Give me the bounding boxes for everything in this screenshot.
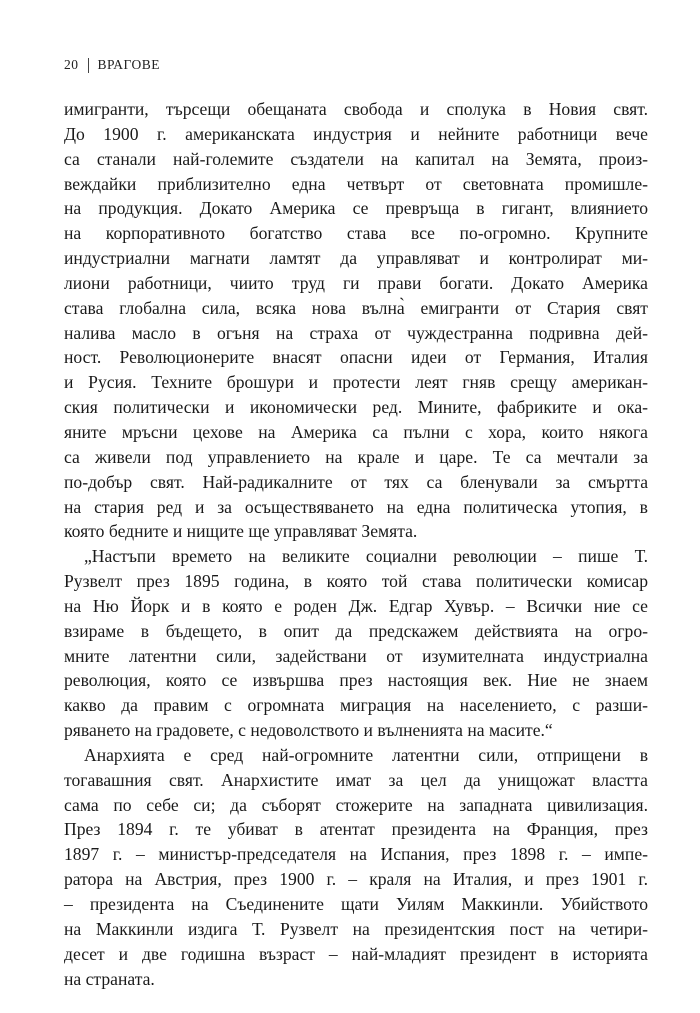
running-head — [64, 57, 160, 73]
text-line: ност. Революционерите внасят опасни идеи от Германия, Италия — [64, 347, 648, 368]
text-line: налива масло в огъня на страха от чуждестранна подривна дей- — [64, 322, 648, 343]
section-title: ВРАГОВЕ — [97, 57, 161, 72]
text-line: на Ню Йорк и в която е роден Дж. Едгар Хувър. – Всички ние се — [64, 595, 648, 616]
text-line: яните мръсни цехове на Америка са пълни с хора, които някога — [64, 421, 648, 442]
text-line: която бедните и нищите ще управляват Земята. — [64, 521, 418, 542]
header-divider — [88, 58, 89, 73]
text-line: по-добър свят. Най-радикалните от тях са бленували за смъртта — [64, 471, 648, 492]
text-line: взираме в бъдещето, в опит да предскажем действията на огро- — [64, 620, 648, 641]
text-line: – президента на Съединените щати Уилям Маккинли. Убийството — [64, 894, 648, 914]
text-line: „Настъпи времето на великите социални революции – пише Т. — [84, 546, 648, 567]
text-line: До 1900 г. американската индустрия и нейните работници вече — [64, 123, 648, 144]
text-line: десет и две годишна възраст – най-младият президент в историята — [64, 943, 648, 964]
text-line: става глобална сила, всяка нова вълна̀ емигранти от Стария свят — [64, 297, 648, 318]
text-line: веждайки приблизително една четвърт от световната промишле- — [64, 173, 648, 194]
text-line: Рузвелт през 1895 година, в която той става политически комисар — [64, 571, 648, 592]
text-line: сама по себе си; да съборят стожерите на западната цивилизация. — [64, 794, 648, 815]
text-line: на продукция. Докато Америка се превръща в гигант, влиянието — [64, 198, 648, 219]
text-line: тогавашния свят. Анархистите имат за цел да унищожат властта — [64, 769, 648, 790]
text-line: 1897 г. – министър-председателя на Испания, през 1898 г. – импе- — [64, 844, 648, 865]
page-number: 20 — [64, 57, 79, 72]
paragraph — [64, 544, 648, 743]
body-text — [64, 97, 648, 991]
text-line: ратора на Австрия, през 1900 г. – краля на Италия, и през 1901 г. — [64, 869, 648, 890]
text-line: революция, която се извършва през настоящия век. Ние не знаем — [64, 670, 648, 691]
paragraph — [64, 97, 648, 544]
text-line: на Маккинли издига Т. Рузвелт на президентския пост на четири- — [64, 918, 648, 939]
text-line: какво да правим с огромната миграция на населението, с разши- — [64, 695, 648, 716]
text-line: ския политически и икономически ред. Мините, фабриките и ока- — [64, 397, 648, 418]
text-line: ряването на градовете, с недоволството и вълненията на масите.“ — [64, 720, 553, 741]
text-line: индустриални магнати ламтят да управляват и контролират ми- — [64, 248, 648, 269]
text-line: са станали най-големите създатели на капитал на Земята, произ- — [64, 148, 648, 169]
text-line: имигранти, търсещи обещаната свобода и сполука в Новия свят. — [64, 99, 648, 119]
text-line: мните латентни сили, задействани от изумителната индустриална — [64, 645, 648, 666]
text-line: лиони работници, чиито труд ги прави богати. Докато Америка — [64, 272, 648, 293]
text-line: на корпоративното богатство става все по-огромно. Крупните — [64, 223, 648, 244]
text-line: Анархията е сред най-огромните латентни сили, отприщени в — [84, 744, 648, 765]
text-line: са живели под управлението на крале и царе. Те са мечтали за — [64, 446, 648, 467]
text-line: През 1894 г. те убиват в атентат президента на Франция, през — [64, 819, 648, 840]
text-line: и Русия. Техните брошури и протести леят гняв срещу американ- — [64, 372, 648, 393]
text-line: на страната. — [64, 968, 155, 989]
paragraph — [64, 743, 648, 991]
text-line: на стария ред и за осъществяването на една политическа утопия, в — [64, 496, 648, 517]
